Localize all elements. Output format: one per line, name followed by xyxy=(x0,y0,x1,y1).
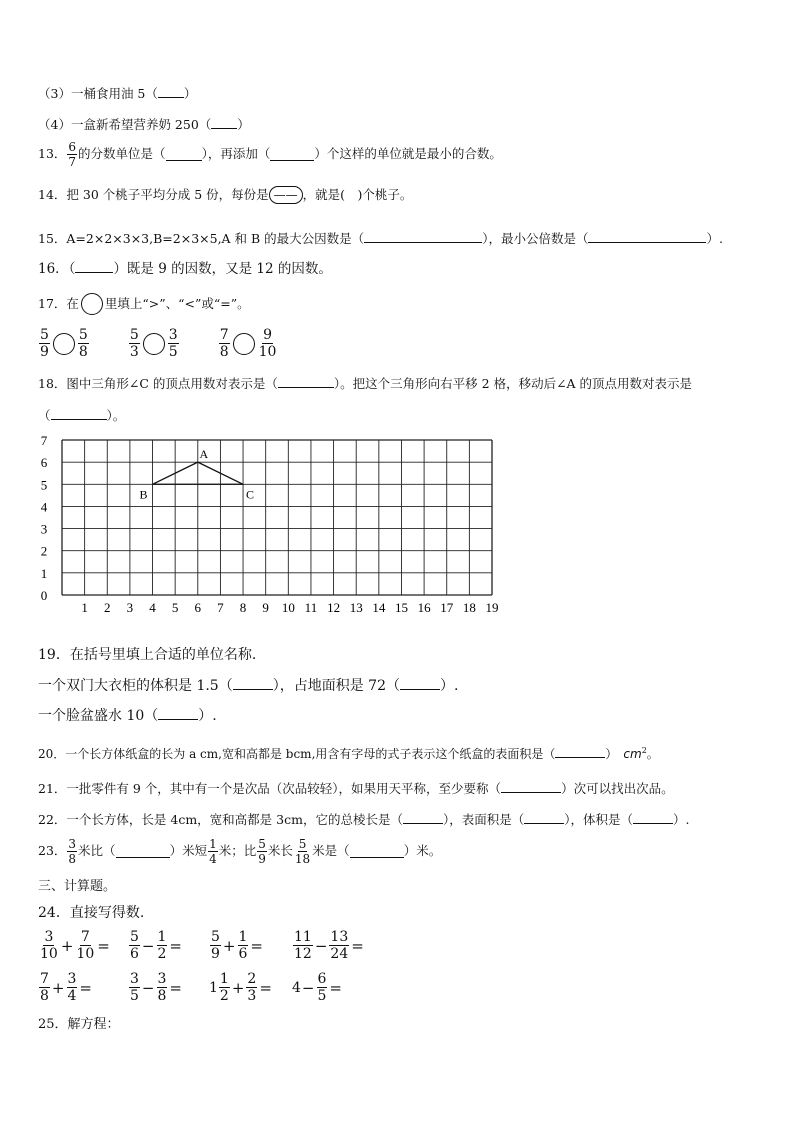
comparison-item: $\frac{7}{8}$ $\frac{9}{10}$ xyxy=(219,327,277,360)
answer-blank[interactable] xyxy=(403,812,443,824)
x-tick-label: 1 xyxy=(81,600,88,615)
x-tick-label: 13 xyxy=(349,600,363,615)
y-tick-label: 2 xyxy=(40,543,48,559)
question-16: 16．（ ）既是 9 的因数，又是 12 的因数。 xyxy=(38,261,332,277)
question-3: （3）一桶食用油 5（ ） xyxy=(38,86,197,101)
expression: 4 − $\frac{6}{5}$ = xyxy=(292,971,342,1004)
expression: $\frac{3}{10}$ + $\frac{7}{10}$ = xyxy=(40,929,110,962)
expression: $\frac{5}{9}$ + $\frac{1}{6}$ = xyxy=(211,929,263,962)
question-23: 23． $\frac{3}{8}$ 米比（ ）米短 $\frac{1}{4}$ 米；比 $\frac{5}{9}$ 米长 $\frac{5}{18}$ 米是（ ）米。 xyxy=(38,837,442,866)
question-20: 20．一个长方体纸盒的长为 a cm,宽和高都是 bcm,用含有字母的式子表示这个纸盒的表面积是（ ） $cm^2$。 xyxy=(38,746,659,761)
question-21: 21．一批零件有 9 个，其中有一个是次品（次品较轻），如果用天平称，至少要称（ ）次可以找出次品。 xyxy=(38,781,674,796)
expression: $\frac{5}{6}$ − $\frac{1}{2}$ = xyxy=(130,929,182,962)
answer-blank[interactable] xyxy=(555,746,605,758)
question-4: （4）一盒新希望营养奶 250（ ） xyxy=(38,117,250,132)
question-24-title: 24．直接写得数. xyxy=(38,905,145,921)
answer-blank[interactable] xyxy=(278,376,334,388)
answer-blank[interactable] xyxy=(633,812,673,824)
question-18: 18．图中三角形∠C 的顶点用数对表示是（ ）。把这个三角形向右平移 2 格，移动后∠A 的顶点用数对表示是 xyxy=(38,376,693,391)
answer-blank[interactable] xyxy=(588,231,706,243)
answer-blank[interactable] xyxy=(233,678,273,690)
vertex-label-c: C xyxy=(246,487,255,502)
y-tick-label: 3 xyxy=(40,521,48,537)
answer-blank[interactable] xyxy=(501,781,561,793)
x-tick-label: 11 xyxy=(304,600,318,615)
answer-blank[interactable] xyxy=(350,846,404,858)
x-tick-label: 15 xyxy=(394,600,408,615)
y-tick-label: 6 xyxy=(40,455,48,471)
vertex-label-a: A xyxy=(199,447,209,462)
expression: $\frac{11}{12}$ − $\frac{13}{24}$ = xyxy=(294,929,364,962)
question-19-title: 19．在括号里填上合适的单位名称. xyxy=(38,647,257,663)
question-15: 15．A=2×2×3×3,B=2×3×5,A 和 B 的最大公因数是（ ），最小公倍数是（ ）. xyxy=(38,231,723,246)
question-18-cont: （ ）。 xyxy=(38,408,126,423)
answer-blank[interactable] xyxy=(158,708,198,720)
comparison-row xyxy=(38,328,278,359)
compare-circle[interactable] xyxy=(233,333,255,355)
question-25-title: 25．解方程： xyxy=(38,1017,120,1032)
question-19-line2: 一个脸盆盛水 10（ ）. xyxy=(38,708,217,724)
x-tick-label: 12 xyxy=(327,600,341,615)
y-tick-label: 0 xyxy=(40,588,48,603)
x-tick-label: 2 xyxy=(104,600,111,615)
x-tick-label: 17 xyxy=(440,600,454,615)
expression: 1 $\frac{1}{2}$ + $\frac{2}{3}$ = xyxy=(209,971,272,1004)
compare-circle[interactable] xyxy=(143,333,165,355)
coordinate-grid xyxy=(0,430,794,630)
x-tick-label: 10 xyxy=(281,600,295,615)
x-tick-label: 7 xyxy=(217,600,224,615)
y-tick-label: 5 xyxy=(40,477,48,493)
y-tick-label: 7 xyxy=(40,433,48,448)
x-tick-label: 14 xyxy=(372,600,386,615)
question-19-line1: 一个双门大衣柜的体积是 1.5（ ），占地面积是 72（ ）. xyxy=(38,678,459,694)
question-22: 22．一个长方体，长是 4cm，宽和高都是 3cm，它的总棱长是（ ），表面积是（ ），体积是（ ）. xyxy=(38,812,690,827)
fraction-answer-box[interactable]: —— xyxy=(269,186,303,204)
comparison-item: $\frac{5}{3}$ $\frac{3}{5}$ xyxy=(129,327,178,360)
x-tick-label: 9 xyxy=(262,600,269,615)
answer-blank[interactable] xyxy=(158,86,184,98)
x-tick-label: 5 xyxy=(171,600,179,615)
expression: $\frac{7}{8}$ + $\frac{3}{4}$ = xyxy=(40,971,92,1004)
y-tick-label: 4 xyxy=(40,499,48,515)
answer-blank[interactable] xyxy=(400,678,440,690)
compare-circle[interactable] xyxy=(53,333,75,355)
answer-blank[interactable] xyxy=(364,231,482,243)
fraction: $\frac{6}{7}$ xyxy=(68,140,77,169)
y-tick-label: 1 xyxy=(40,565,48,581)
circle-icon xyxy=(81,293,103,315)
question-13: 13． $\frac{6}{7}$ 的分数单位是（ ），再添加（ ）个这样的单位就是最小的合数。 xyxy=(38,140,502,169)
question-17: 17．在 里填上“>”、“<”或“=”。 xyxy=(38,293,250,315)
answer-blank[interactable] xyxy=(270,149,314,161)
x-tick-label: 19 xyxy=(485,600,499,615)
x-tick-label: 8 xyxy=(239,600,247,615)
x-tick-label: 3 xyxy=(126,600,134,615)
answer-blank[interactable] xyxy=(75,261,113,273)
answer-blank[interactable] xyxy=(211,117,237,129)
expression: $\frac{3}{5}$ − $\frac{3}{8}$ = xyxy=(130,971,182,1004)
x-tick-label: 18 xyxy=(462,600,476,615)
answer-blank[interactable] xyxy=(166,149,202,161)
answer-blank[interactable] xyxy=(51,408,107,420)
answer-blank[interactable] xyxy=(524,812,564,824)
x-tick-label: 6 xyxy=(194,600,202,615)
comparison-item: $\frac{5}{9}$ $\frac{5}{8}$ xyxy=(40,327,88,360)
question-14: 14．把 30 个桃子平均分成 5 份，每份是 —— ，就是( )个桃子。 xyxy=(38,186,413,202)
section-3-title: 三、计算题。 xyxy=(38,879,117,894)
x-tick-label: 4 xyxy=(149,600,156,615)
answer-blank[interactable] xyxy=(116,846,170,858)
vertex-label-b: B xyxy=(139,487,148,502)
x-tick-label: 16 xyxy=(417,600,431,615)
